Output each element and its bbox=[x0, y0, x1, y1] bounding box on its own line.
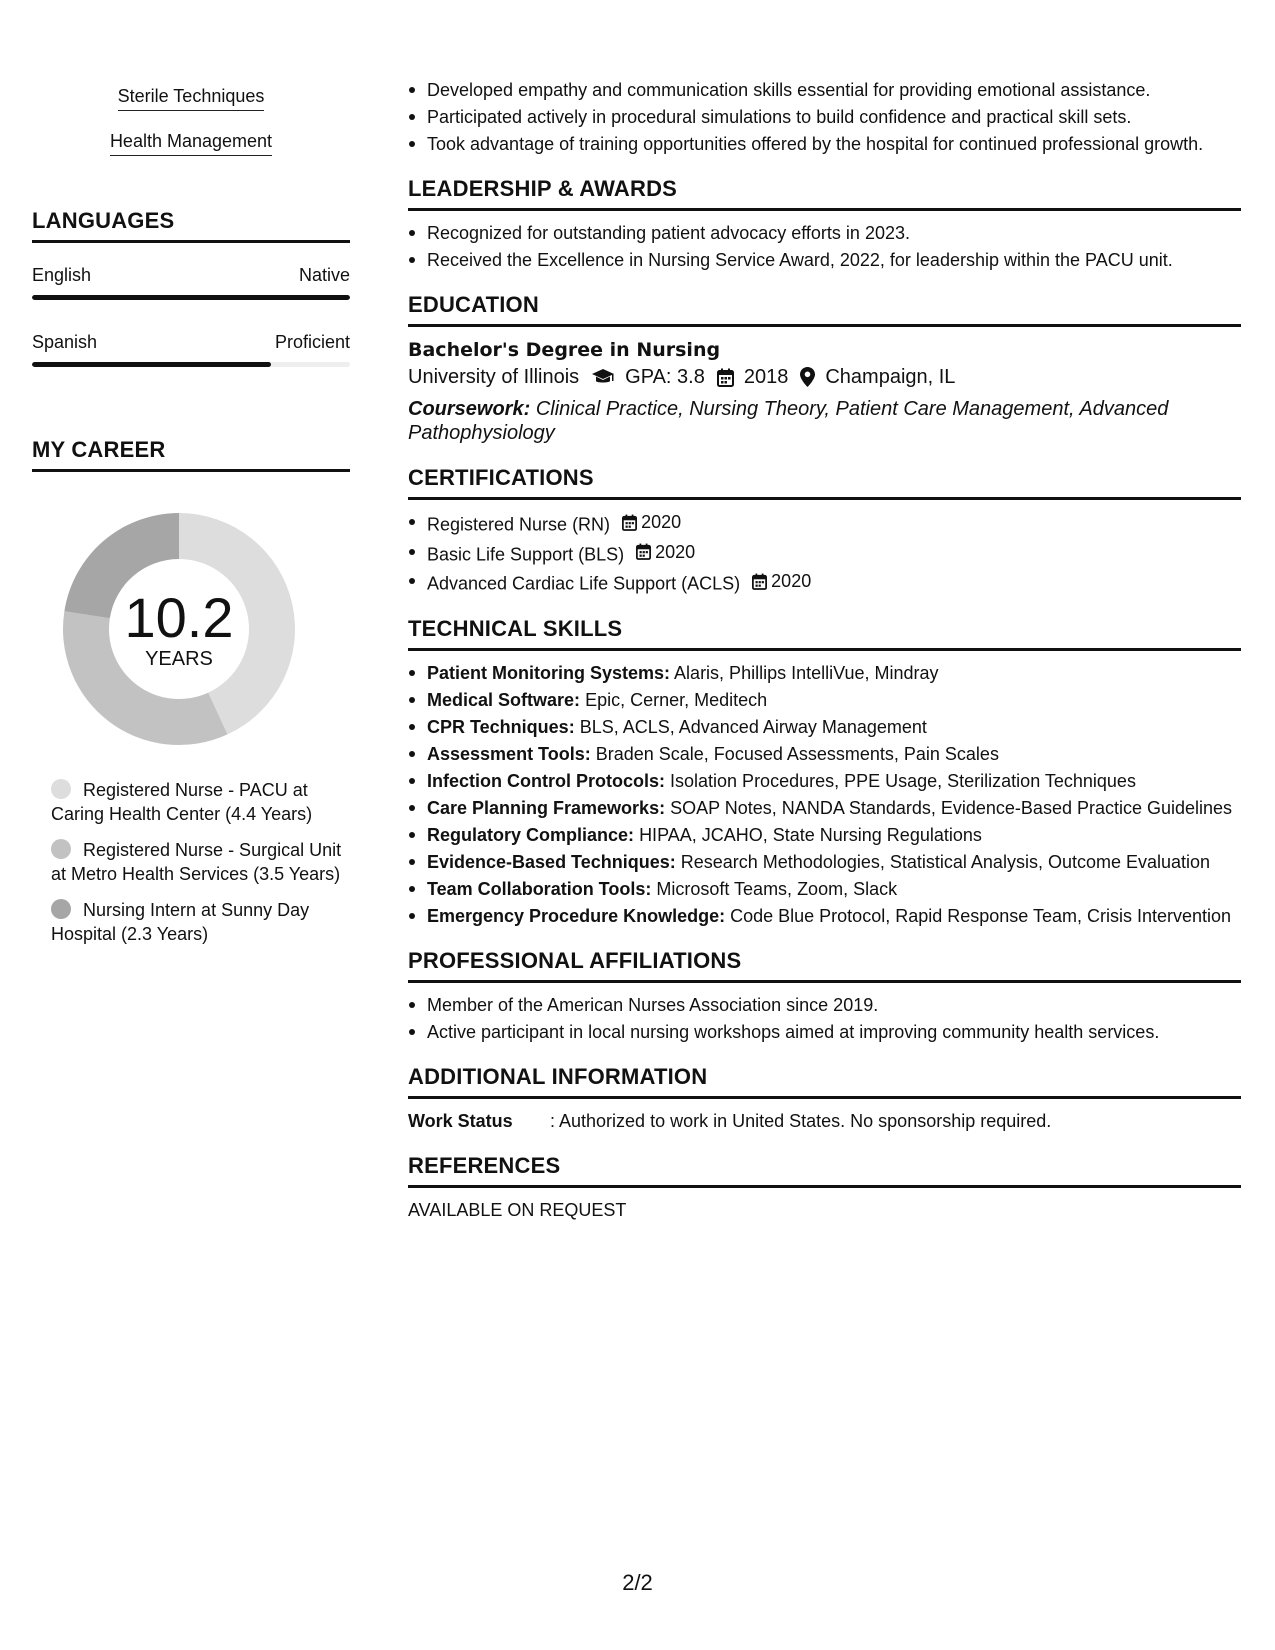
career-legend-item bbox=[51, 838, 350, 886]
additional-info-heading: ADDITIONAL INFORMATION bbox=[408, 1064, 1241, 1099]
skill-label: CPR Techniques: bbox=[427, 716, 575, 737]
certification-year bbox=[622, 510, 681, 534]
references-text: AVAILABLE ON REQUEST bbox=[408, 1199, 627, 1220]
list-item bbox=[408, 715, 1241, 739]
education-gpa: GPA: 3.8 bbox=[625, 366, 705, 388]
experience-bullets bbox=[408, 78, 1241, 156]
graduation-cap-icon bbox=[591, 368, 615, 386]
language-row bbox=[32, 263, 350, 287]
skill-label: Regulatory Compliance: bbox=[427, 824, 635, 845]
certification-name: Registered Nurse (RN) bbox=[427, 514, 611, 535]
language-level: Proficient bbox=[274, 332, 350, 352]
work-status-label: Work Status bbox=[408, 1110, 513, 1131]
skill-value: Braden Scale, Focused Assessments, Pain Scales bbox=[595, 743, 999, 764]
certification-year bbox=[752, 569, 811, 593]
skill-label: Emergency Procedure Knowledge: bbox=[427, 905, 726, 926]
skill-label: Evidence-Based Techniques: bbox=[427, 851, 676, 872]
list-item bbox=[408, 688, 1241, 712]
list-item bbox=[408, 569, 1241, 596]
references-heading: REFERENCES bbox=[408, 1153, 1241, 1188]
skill-value: BLS, ACLS, Advanced Airway Management bbox=[579, 716, 927, 737]
work-status-row bbox=[408, 1109, 1241, 1133]
skill-tag bbox=[32, 84, 350, 111]
coursework-label: Coursework: bbox=[408, 398, 531, 420]
list-item bbox=[408, 877, 1241, 901]
list-item bbox=[408, 540, 1241, 567]
list-item bbox=[408, 742, 1241, 766]
skill-value: Alaris, Phillips IntelliVue, Mindray bbox=[674, 662, 939, 683]
languages-section bbox=[32, 208, 350, 367]
career-donut-chart bbox=[54, 504, 304, 754]
skill-value: Epic, Cerner, Meditech bbox=[585, 689, 768, 710]
education-school: University of Illinois bbox=[408, 366, 580, 388]
career-legend-item bbox=[51, 898, 350, 946]
skill-tag-label: Health Management bbox=[110, 129, 272, 156]
certification-year-text: 2020 bbox=[655, 541, 696, 562]
language-name: Spanish bbox=[32, 332, 98, 352]
list-item bbox=[408, 796, 1241, 820]
affiliations-heading: PROFESSIONAL AFFILIATIONS bbox=[408, 948, 1241, 983]
coursework-text: Clinical Practice, Nursing Theory, Patient Care Management, Advanced Pathophysiology bbox=[408, 398, 1169, 444]
career-legend bbox=[32, 778, 350, 946]
skill-value: Research Methodologies, Statistical Analysis, Outcome Evaluation bbox=[680, 851, 1211, 872]
career-legend-label: Registered Nurse - Surgical Unit at Metro Health Services (3.5 Years) bbox=[51, 840, 342, 884]
skill-value: Microsoft Teams, Zoom, Slack bbox=[656, 878, 898, 899]
skill-label: Infection Control Protocols: bbox=[427, 770, 665, 791]
skill-value: Code Blue Protocol, Rapid Response Team, Crisis Intervention bbox=[730, 905, 1232, 926]
language-row bbox=[32, 330, 350, 354]
list-item bbox=[408, 510, 1241, 537]
list-item bbox=[408, 661, 1241, 685]
technical-skills-list bbox=[408, 661, 1241, 928]
skill-value: SOAP Notes, NANDA Standards, Evidence-Based Practice Guidelines bbox=[670, 797, 1233, 818]
certification-name: Advanced Cardiac Life Support (ACLS) bbox=[427, 573, 741, 594]
skill-label: Patient Monitoring Systems: bbox=[427, 662, 671, 683]
page-number: 2/2 bbox=[622, 1570, 653, 1595]
list-item: Participated actively in procedural simulations to build confidence and practical skill sets. bbox=[408, 105, 1241, 129]
list-item: Recognized for outstanding patient advocacy efforts in 2023. bbox=[408, 221, 1241, 245]
list-item bbox=[408, 850, 1241, 874]
career-legend-label: Registered Nurse - PACU at Caring Health Center (4.4 Years) bbox=[51, 780, 313, 824]
leadership-list bbox=[408, 221, 1241, 272]
certification-year-text: 2020 bbox=[641, 512, 682, 532]
language-proficiency-bar bbox=[32, 362, 350, 367]
language-proficiency-fill bbox=[32, 295, 350, 300]
list-item: Took advantage of training opportunities offered by the hospital for continued professional growth. bbox=[408, 132, 1241, 156]
career-legend-label: Nursing Intern at Sunny Day Hospital (2.3 Years) bbox=[51, 900, 310, 944]
list-item bbox=[408, 904, 1241, 928]
career-section bbox=[32, 437, 350, 946]
list-item: Received the Excellence in Nursing Service Award, 2022, for leadership within the PACU unit. bbox=[408, 248, 1241, 272]
work-status-value: : Authorized to work in United States. No sponsorship required. bbox=[550, 1110, 1052, 1131]
skill-value: Isolation Procedures, PPE Usage, Sterilization Techniques bbox=[670, 770, 1136, 791]
list-item: Active participant in local nursing workshops aimed at improving community health services. bbox=[408, 1020, 1241, 1044]
list-item: Developed empathy and communication skills essential for providing emotional assistance. bbox=[408, 78, 1241, 102]
left-column bbox=[32, 84, 350, 958]
affiliations-list bbox=[408, 993, 1241, 1044]
certification-year-text: 2020 bbox=[771, 571, 812, 591]
skill-label: Assessment Tools: bbox=[427, 743, 591, 764]
list-item bbox=[408, 769, 1241, 793]
certification-year bbox=[636, 540, 695, 564]
calendar-icon bbox=[717, 368, 734, 387]
career-donut-center bbox=[54, 504, 304, 754]
location-pin-icon bbox=[800, 367, 815, 387]
skill-label: Care Planning Frameworks: bbox=[427, 797, 666, 818]
calendar-icon bbox=[622, 514, 637, 531]
certifications-list bbox=[408, 510, 1241, 596]
skill-tag-label: Sterile Techniques bbox=[118, 84, 265, 111]
education-details bbox=[408, 363, 1241, 391]
legend-dot-icon bbox=[51, 779, 71, 799]
language-proficiency-bar bbox=[32, 295, 350, 300]
legend-dot-icon bbox=[51, 899, 71, 919]
leadership-heading: LEADERSHIP & AWARDS bbox=[408, 176, 1241, 211]
certification-name: Basic Life Support (BLS) bbox=[427, 544, 625, 564]
list-item bbox=[408, 823, 1241, 847]
right-column bbox=[408, 78, 1241, 1222]
education-year: 2018 bbox=[743, 366, 789, 388]
education-location: Champaign, IL bbox=[825, 366, 956, 388]
skill-tag bbox=[32, 129, 350, 156]
language-proficiency-fill bbox=[32, 362, 271, 367]
list-item: Member of the American Nurses Association since 2019. bbox=[408, 993, 1241, 1017]
language-level: Native bbox=[298, 265, 350, 285]
skill-label: Team Collaboration Tools: bbox=[427, 878, 652, 899]
education-coursework bbox=[408, 397, 1241, 445]
education-heading: EDUCATION bbox=[408, 292, 1241, 327]
career-total-years: 10.2 bbox=[124, 585, 234, 649]
calendar-icon bbox=[636, 543, 651, 560]
education-degree: Bachelor's Degree in Nursing bbox=[408, 339, 721, 361]
technical-skills-heading: TECHNICAL SKILLS bbox=[408, 616, 1241, 651]
career-total-unit: YEARS bbox=[145, 647, 213, 670]
skill-label: Medical Software: bbox=[427, 689, 581, 710]
career-heading: MY CAREER bbox=[32, 437, 350, 472]
certifications-heading: CERTIFICATIONS bbox=[408, 465, 1241, 500]
languages-heading: LANGUAGES bbox=[32, 208, 350, 243]
career-legend-item bbox=[51, 778, 350, 826]
skill-value: HIPAA, JCAHO, State Nursing Regulations bbox=[639, 824, 982, 845]
calendar-icon bbox=[752, 573, 767, 590]
language-name: English bbox=[32, 265, 92, 285]
legend-dot-icon bbox=[51, 839, 71, 859]
